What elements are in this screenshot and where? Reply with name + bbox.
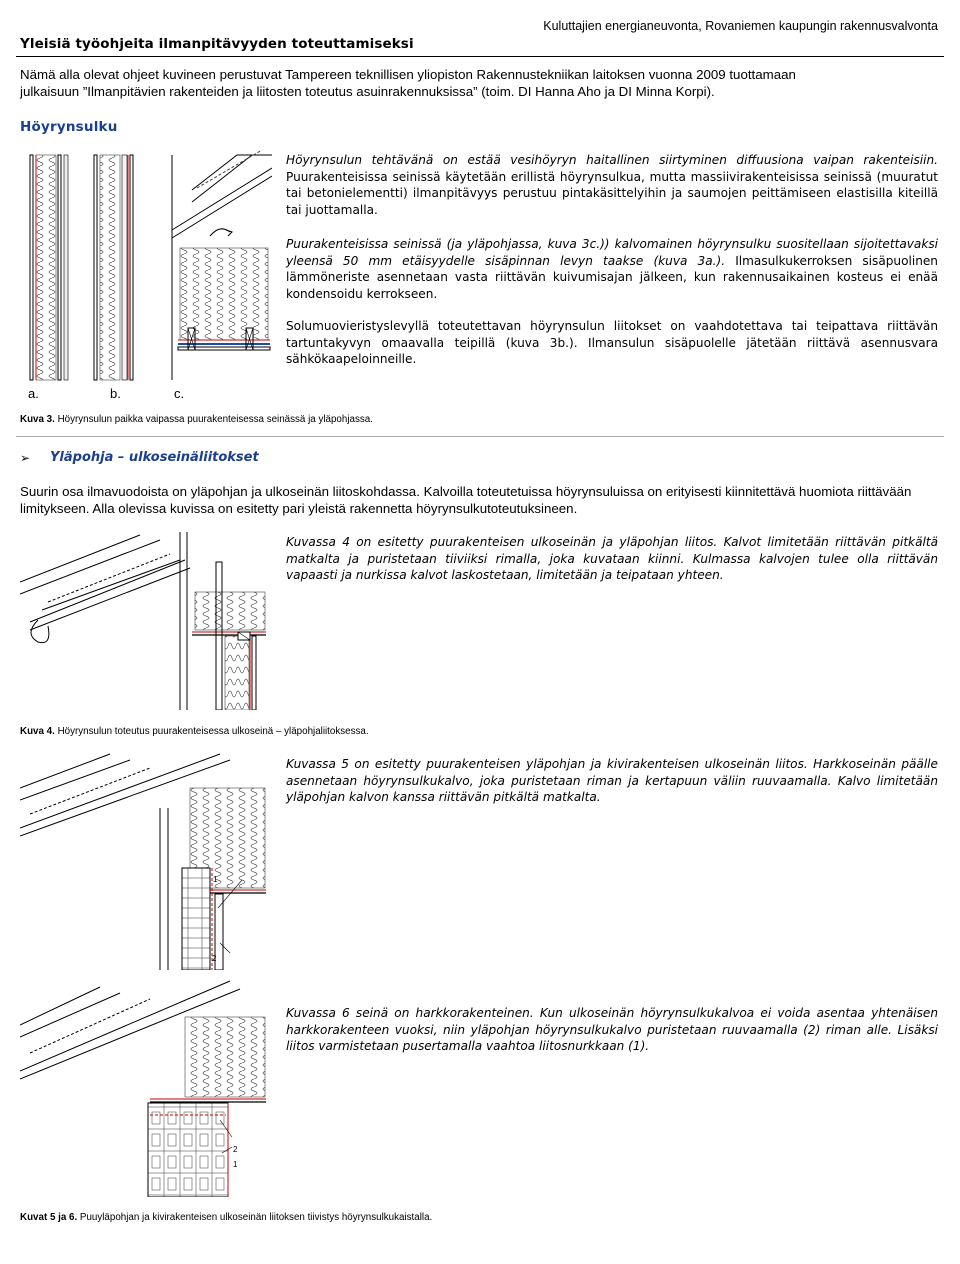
figure-6-callout-1: 1 <box>233 1160 238 1169</box>
figures-5-6-caption-text: Puuyläpohjan ja kivirakenteisen ulkoseinän liitoksen tiivistys höyrynsulkukaistalla. <box>79 1212 433 1223</box>
section1-paragraph-1a: Höyrynsulun tehtävänä on estää vesihöyryn haitallinen siirtyminen diffuusiona vaipan rakenteisiin. <box>286 153 938 167</box>
section1-paragraph-3-text: Solumuovieristyslevyllä toteutettavan höyrynsulun liitokset on vaahdotettava tai teipattava riittävän tartuntakyvyn omaavalla teipillä (kuva 3b.). Ilmansulun sisäpuolelle jätetään riittävä asennusvara sähkökaapeloinneille. <box>286 319 938 366</box>
figure-5-paragraph: Kuvassa 5 on esitetty puurakenteisen yläpohjan ja kivirakenteisen ulkoseinän liitos. Harkkoseinän päälle asennetaan höyrynsulkukalvo, joka puristetaan riman ja kertapuun väliin ruuvaamalla. Kalvo limitetään yläpohjan kalvon kanssa riittävän pitkältä matkalta. <box>286 757 938 804</box>
section1-paragraph-1b: Puurakenteisissa seinissä käytetään erillistä höyrynsulkua, mutta massiivirakenteisissa seinissä (muuratut tai betonielementti) ilmanpitävyys perustuu pintakäsittelyihin ja saumojen peittämiseen elastisilla kiteillä tai juottamalla. <box>286 169 938 217</box>
figure-4-caption-text: Höyrynsulun toteutus puurakenteisessa ulkoseinä – yläpohjaliitoksessa. <box>57 726 369 737</box>
section1-paragraph-3 <box>286 318 938 368</box>
intro-line-1: Nämä alla olevat ohjeet kuvineen perustuvat Tampereen teknillisen yliopiston Rakennustekniikan laitoksen vuonna 2009 tuottamaan <box>20 67 796 82</box>
figures-5-6-caption-label: Kuvat 5 ja 6. <box>20 1212 78 1223</box>
figure-4-caption <box>20 726 369 737</box>
figure-3-caption-text: Höyrynsulun paikka vaipassa puurakenteisessa seinässä ja yläpohjassa. <box>57 414 373 425</box>
figure-6-paragraph: Kuvassa 6 seinä on harkkorakenteinen. Kun ulkoseinän höyrynsulkukalvoa ei voida asentaa yhtenäisen harkkorakenteen vuoksi, niin yläpohjan höyrynsulkukalvo puristetaan ruuvaamalla (2) riman alle. Lisäksi liitos varmistetaan pusertamalla vaahtoa liitosnurkkaan (1). <box>286 1006 938 1053</box>
roof-section-c <box>172 150 272 380</box>
bullet-arrow-icon: ➢ <box>20 451 31 465</box>
section-heading-ylapohja: Yläpohja – ulkoseinäliitokset <box>50 450 259 465</box>
section-divider <box>16 436 944 437</box>
header-divider <box>16 56 944 57</box>
intro-line-2: julkaisuun ”Ilmanpitävien rakenteiden ja liitosten toteutus asuinrakennuksissa” (toim. DI Hanna Aho ja DI Minna Korpi). <box>20 83 715 99</box>
figure-5-callout-1: 1 <box>213 875 218 884</box>
figure-label-a: a. <box>28 386 39 401</box>
header-organization: Kuluttajien energianeuvonta, Rovaniemen kaupungin rakennusvalvonta <box>543 19 938 33</box>
figure-4-caption-label: Kuva 4. <box>20 726 55 737</box>
intro-paragraph <box>20 67 940 100</box>
figure-4-drawing <box>20 532 270 710</box>
figure-5-callout-2: 2 <box>212 954 217 963</box>
section1-paragraph-2a: Puurakenteisissa seinissä (ja yläpohjassa, kuva 3c.)) kalvomainen höyrynsulku suositellaan sijoitettavaksi yleensä 50 mm etäisyydelle sisäpinnan levyn taakse (kuva 3a.). <box>286 237 938 268</box>
section-heading-hoyrynsulku: Höyrynsulku <box>20 119 118 135</box>
wall-section-a <box>30 155 68 380</box>
figure-6-callout-2: 2 <box>233 1145 238 1154</box>
figures-5-6-caption <box>20 1212 432 1223</box>
document-title: Yleisiä työohjeita ilmanpitävyyden toteuttamiseksi <box>20 36 414 52</box>
figure-3-drawing <box>22 150 272 382</box>
section1-paragraph-1 <box>286 152 938 218</box>
figure-3-caption <box>20 414 373 425</box>
figure-label-c: c. <box>174 386 185 401</box>
figure-5-drawing <box>20 748 270 970</box>
figure-4-paragraph: Kuvassa 4 on esitetty puurakenteisen ulkoseinän ja yläpohjan liitos. Kalvot limitetään riittävän pitkältä matkalta ja puristetaan tiiviiksi rimalla, joka kuvataan kiinni. Kulmassa kalvojen tulee olla riittävän vapaasti ja nurkissa kalvot laskostetaan, limitetään ja teipataan yhteen. <box>286 535 938 582</box>
section1-paragraph-2 <box>286 236 938 302</box>
figure-3-caption-label: Kuva 3. <box>20 414 55 425</box>
wall-section-b <box>94 155 133 380</box>
section2-intro-paragraph: Suurin osa ilmavuodoista on yläpohjan ja ulkoseinän liitoskohdassa. Kalvoilla toteutetuissa höyrynsuluissa on erityisesti kiinnitettävä huomiota riittävään limitykseen. Alla olevissa kuvissa on esitetty pari yleistä rakennetta höyrynsulkutoteutuksineen. <box>20 484 912 516</box>
figure-label-b: b. <box>110 386 121 401</box>
section1-paragraph-2b: Ilmasulkukerroksen sisäpuolinen lämmöneriste asennetaan vasta riittävän kuivumisajan jälkeen, kun rakennusaikainen kosteus ei enää kondensoidu kerrokseen. <box>286 253 938 301</box>
